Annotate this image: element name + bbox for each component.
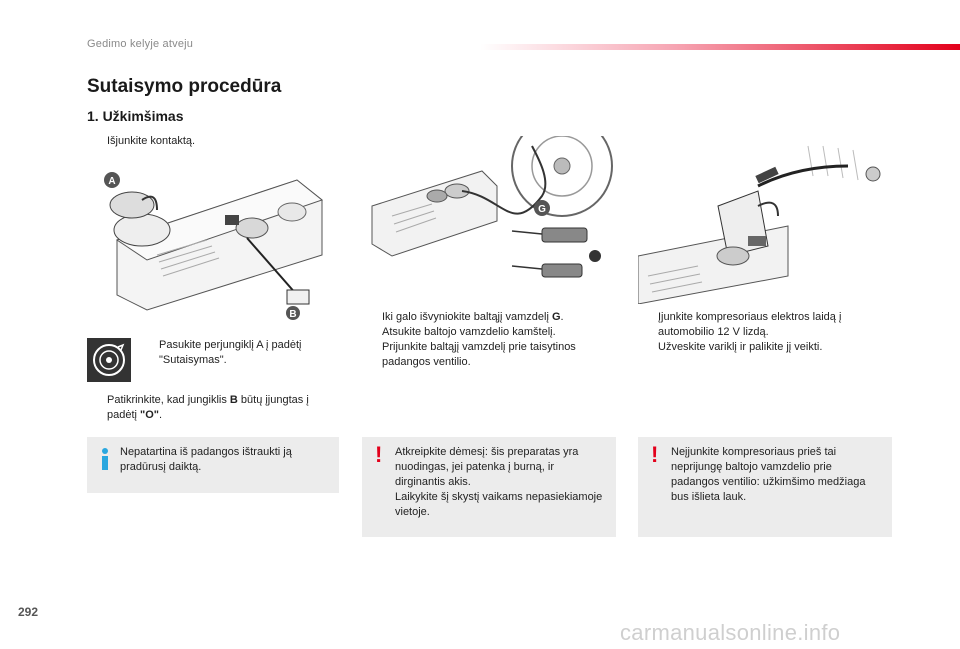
bullet-text: Pasukite perjungiklį A į padėtį "Sutaisymas". [159, 339, 302, 366]
bullet-text: Atsukite baltojo vamzdelio kamštelį. [382, 326, 556, 338]
bullet-text: Įjunkite kompresoriaus elektros laidą į automobilio 12 V lizdą. [658, 311, 842, 338]
page-title: Sutaisymo procedūra [87, 76, 282, 97]
watermark: carmanualsonline.info [620, 620, 841, 645]
header-accent-line [480, 44, 960, 50]
col2-bullet-3 [362, 340, 612, 370]
bullet-text: Iki galo išvyniokite baltąjį vamzdelį G. [382, 311, 564, 323]
col2-bullet-2 [362, 325, 612, 340]
bullet-marker [362, 325, 382, 340]
bullet-marker [87, 393, 107, 423]
col1-bullet-2 [139, 338, 339, 368]
col1-bullet-3 [87, 393, 337, 423]
compressor-illustration [87, 160, 339, 328]
bullet-marker [87, 134, 107, 149]
bullet-marker [362, 310, 382, 325]
warning-note-compressor [638, 437, 892, 537]
section-header: Gedimo kelyje atveju [87, 38, 194, 50]
callout-g-label: G [538, 204, 546, 215]
page-number: 292 [18, 605, 39, 619]
repair-dial-icon [87, 338, 131, 382]
callout-a-label: A [108, 176, 116, 187]
col3-bullet-1 [638, 310, 890, 340]
bullet-marker [362, 340, 382, 370]
info-note [87, 437, 339, 493]
section-subtitle: 1. Užkimšimas [87, 108, 184, 124]
col3-bullet-2 [638, 340, 890, 355]
hose-illustration [362, 136, 616, 304]
bullet-text: Išjunkite kontaktą. [107, 135, 196, 147]
bullet-text: Prijunkite baltąjį vamzdelį prie taisytinos padangos ventilio. [382, 341, 576, 368]
info-note-text: Nepatartina iš padangos ištraukti ją pradūrusį daiktą. [120, 446, 292, 473]
bullet-marker [139, 338, 159, 368]
power-socket-illustration [638, 136, 892, 304]
info-icon [97, 447, 113, 471]
callout-b-label: B [289, 309, 297, 320]
warning-icon: ! [375, 442, 383, 467]
warning-note-text: Atkreipkite dėmesį: šis preparatas yra nuodingas, jei patenka į burną, ir dirginantis akis. Laikykite šį skystį vaikams nepasiekiamoje vietoje. [395, 446, 603, 518]
warning-note-text: Neįjunkite kompresoriaus prieš tai neprijungę baltojo vamzdelio prie padangos ventilio: užkimšimo medžiaga bus išlieta lauk. [671, 446, 866, 503]
col2-bullet-1 [362, 310, 612, 325]
bullet-marker [638, 310, 658, 340]
warning-note-poison [362, 437, 616, 537]
warning-icon: ! [651, 442, 659, 467]
bullet-text: Užveskite variklį ir palikite jį veikti. [658, 341, 823, 353]
bullet-text: Patikrinkite, kad jungiklis B būtų įjungtas į padėtį "O". [107, 394, 309, 421]
bullet-marker [638, 340, 658, 355]
col1-bullet-1 [87, 134, 337, 149]
